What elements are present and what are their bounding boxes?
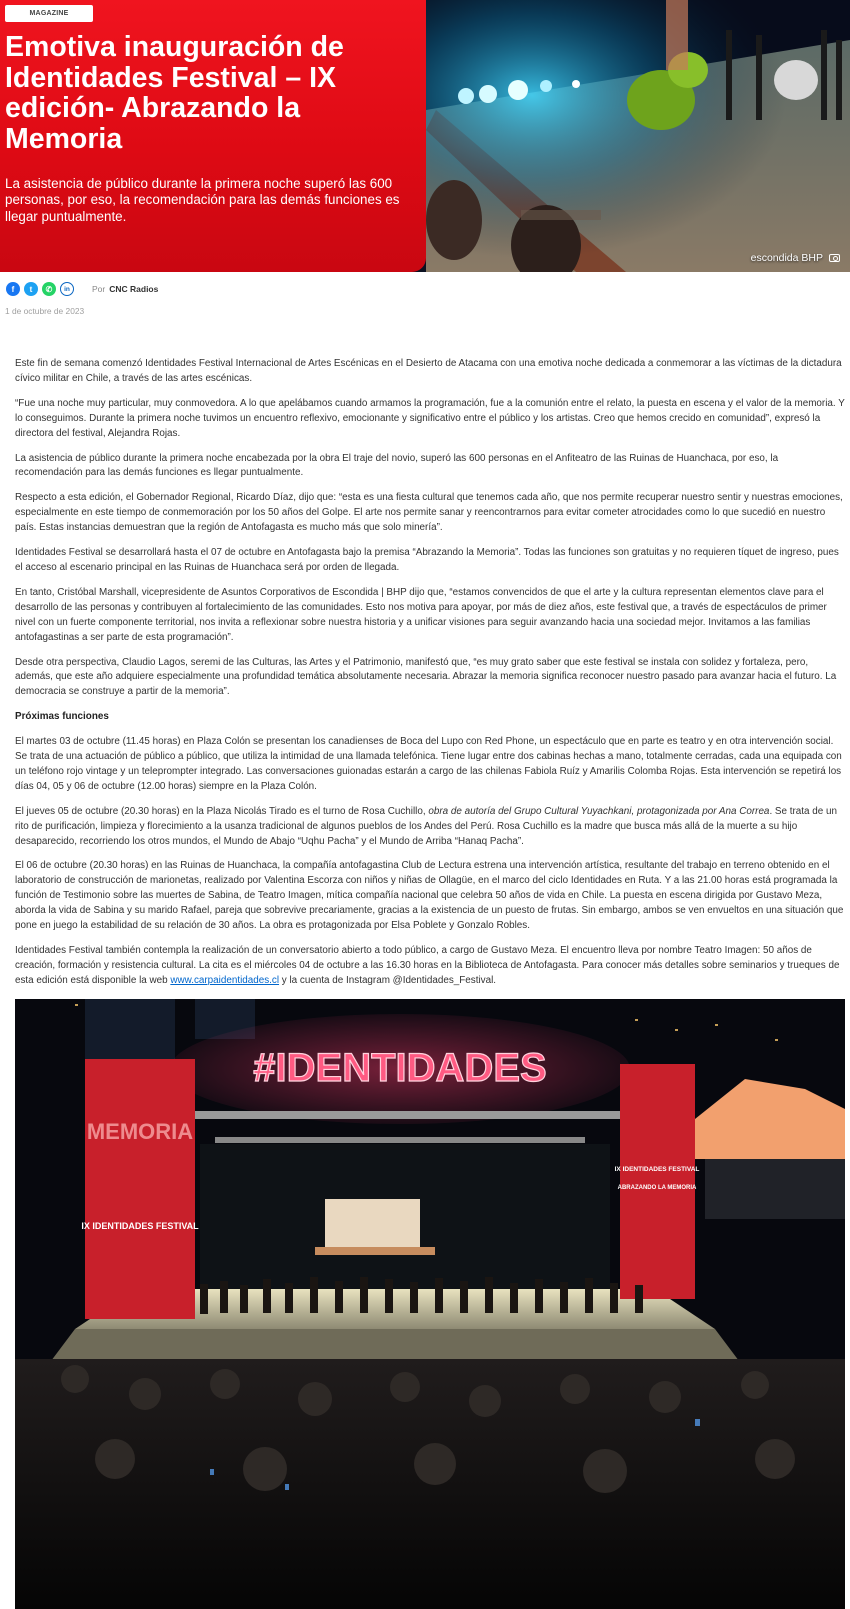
paragraph: Desde otra perspectiva, Claudio Lagos, seremi de las Culturas, las Artes y el Patrimonio, manifestó que, “es muy grato saber que este festival se instala con solidez y fortaleza, pero, además, que este año adquiere especialmente una profundidad temática absolutamente necesaria. Abrazar la memoria significa reconocer nuestro pasado para avanzar hacia el futuro. La democracia se construye a partir de la memoria”. [15,656,837,698]
section-heading: Próximas funciones [15,711,109,723]
left-banner-subtitle: IX IDENTIDADES FESTIVAL [81,1221,199,1231]
category-badge[interactable]: MAGAZINE [5,5,93,22]
stage-photo [15,999,845,1609]
paragraph: Respecto a esta edición, el Gobernador Regional, Ricardo Díaz, dijo que: “esta es una fiesta cultural que tenemos cada año, que nos permite recuperar nuestro sentir y nuestras emociones, especialmente en este tiempo de conmemoración por los 50 años del Golpe. El arte nos permite sanar y reencontrarnos para evitar cometer atrocidades como lo que sucedió en nuestro país. Estas instancias demuestran que la región de Antofagasta es mucho más que solo minería”. [15,492,843,534]
camera-icon[interactable] [829,254,840,262]
byline-prefix: Por [92,284,106,294]
article-date: 1 de octubre de 2023 [5,306,85,316]
festival-website-link[interactable]: www.carpaidentidades.cl [170,974,280,986]
photo-credit [751,252,840,264]
paragraph: En tanto, Cristóbal Marshall, vicepresidente de Asuntos Corporativos de Escondida | BHP dijo que, “estamos convencidos de que el arte y la cultura representan elementos clave para el desarrollo de las personas y contribuyen al fortalecimiento de las comunidades. Esto nos motiva para apoyar, por más de diez años, este festival que, a través de espectáculos de primer nivel con un fuerte componente territorial, nos invita a reflexionar sobre nuestra historia y a unificar visiones para seguir avanzando hacia una sociedad mejor. Invitamos a las familias antofagastinas a ser parte de esta programación”. [15,586,827,643]
linkedin-icon[interactable]: in [60,282,74,296]
stage-photo-art [15,999,845,1609]
hero-photo-art [426,0,850,272]
byline-author[interactable]: CNC Radios [109,284,159,294]
paragraph: Identidades Festival se desarrollará hasta el 07 de octubre en Antofagasta bajo la premisa “Abrazando la Memoria”. Todas las funciones son gratuitas y no requieren tíquet de ingreso, pues el acceso al escenario principal en las Ruinas de Huanchaca será por orden de llegada. [15,547,839,573]
share-bar [6,281,158,297]
identidades-sign: #IDENTIDADES [253,1046,547,1090]
paragraph: “Fue una noche muy particular, muy conmovedora. A lo que apelábamos cuando armamos la programación, fue a la comunión entre el relato, la puesta en escena y el valor de la memoria. Y lo conseguimos. Durante la primera noche tuvimos un encuentro reflexivo, emocionante y significativo entre el público y los artistas. Creo que hemos crecido en comunidad”, expresó la directora del festival, Alejandra Rojas. [15,397,845,439]
paragraph [15,805,845,850]
paragraph: Este fin de semana comenzó Identidades Festival Internacional de Artes Escénicas en el Desierto de Atacama con una emotiva noche dedicada a conmemorar a las víctimas de la dictadura cívico militar en Chile, a través de las artes escénicas. [15,358,842,384]
paragraph: El martes 03 de octubre (11.45 horas) en Plaza Colón se presentan los canadienses de Boca del Lupo con Red Phone, un espectáculo que en parte es teatro y en otra intervención social. Se trata de una actuación de público a público, que utiliza la intimidad de una llamada telefónica. Tiene lugar entre dos cabinas hechas a mano, totalmente cerradas, cada una equipada con un teléfono rojo vintage y un teleprompter integrado. Las conversaciones guionadas estarán a cargo de las chilenas Fabiola Ruíz y Amarilis Colomba Rojas. Esta intervención se repetirá los días 04, 05 y 06 de octubre (12.00 horas) siempre en la Plaza Colón. [15,736,842,792]
whatsapp-icon[interactable]: ✆ [42,282,56,296]
hero-photo [426,0,850,272]
paragraph-text: El jueves 05 de octubre (20.30 horas) en la Plaza Nicolás Tirado es el turno de Rosa Cuchillo, [15,805,429,817]
twitter-icon[interactable]: t [24,282,38,296]
facebook-icon[interactable]: f [6,282,20,296]
page-subtitle: La asistencia de público durante la primera noche superó las 600 personas, por eso, la recomendación para las demás funciones es llegar puntualmente. [5,176,400,224]
paragraph [15,944,845,989]
right-banner-title: IX IDENTIDADES FESTIVAL [614,1166,700,1173]
paragraph-text: . Se trata de un rito de purificación, limpieza y florecimiento a la usanza tradicional de algunos pueblos de los Andes del Perú. Rosa Cuchillo es la madre que busca más allá de la muerte a su hijo desaparecido, recorriendo los otros mundos, el Mundo de Abajo “Uqhu Pacha” y el Mundo de Arriba “Hanaq Pacha”. [15,805,837,847]
paragraph-text: y la cuenta de Instagram @Identidades_Festival. [279,974,497,986]
paragraph-text: Identidades Festival también contempla la realización de un conversatorio abierto a todo público, a cargo de Gustavo Meza. El encuentro lleva por nombre Teatro Imagen: 50 años de creación, formación y resistencia cultural. La cita es el miércoles 04 de octubre a las 16.30 horas en la Biblioteca de Antofagasta. Para conocer más detalles sobre seminarios y trueques de esta edición está disponible la web [15,945,840,986]
paragraph: El 06 de octubre (20.30 horas) en las Ruinas de Huanchaca, la compañía antofagastina Club de Lectura estrena una intervención artística, resultante del trabajo en terreno obtenido en el laboratorio de construcción de marionetas, realizado por Valentina Escorza con niños y niñas de Ollagüe, en el marco del ciclo Identidades en Ruta. Y a las 21.00 horas está programada la función de Testimonio sobre las muertes de Sabina, de Teatro Imagen, mítica compañía nacional que celebra 50 años de vida en Chile. La puesta en escena dirigida por Gustavo Meza, aborda la vida de Sabina y su marido Rafael, pareja que sobrevive precariamente, gracias a la existencia de un puesto de frutas. Sin embargo, ambos se ven envueltos en una situación que pone en juego la estabilidad de su relación de 30 años. La obra es protagonizada por Elsa Poblete y Gonzalo Robles. [15,860,844,932]
page-title: Emotiva inauguración de Identidades Festival – IX edición- Abrazando la Memoria [5,31,344,155]
paragraph-emphasis: obra de autoría del Grupo Cultural Yuyachkani, protagonizada por Ana Correa [428,805,770,817]
right-banner-subtitle: ABRAZANDO LA MEMORIA [617,1185,697,1191]
photo-credit-text: escondida BHP [750,252,823,264]
hero [0,0,850,272]
article-body [15,357,845,999]
left-banner-title: MEMORIA [86,1119,194,1144]
paragraph: La asistencia de público durante la primera noche encabezada por la obra El traje del novio, superó las 600 personas en el Anfiteatro de las Ruinas de Huanchaca, por eso, la recomendación para las demás funciones es llegar puntualmente. [15,452,779,479]
hero-title-panel [0,0,426,272]
